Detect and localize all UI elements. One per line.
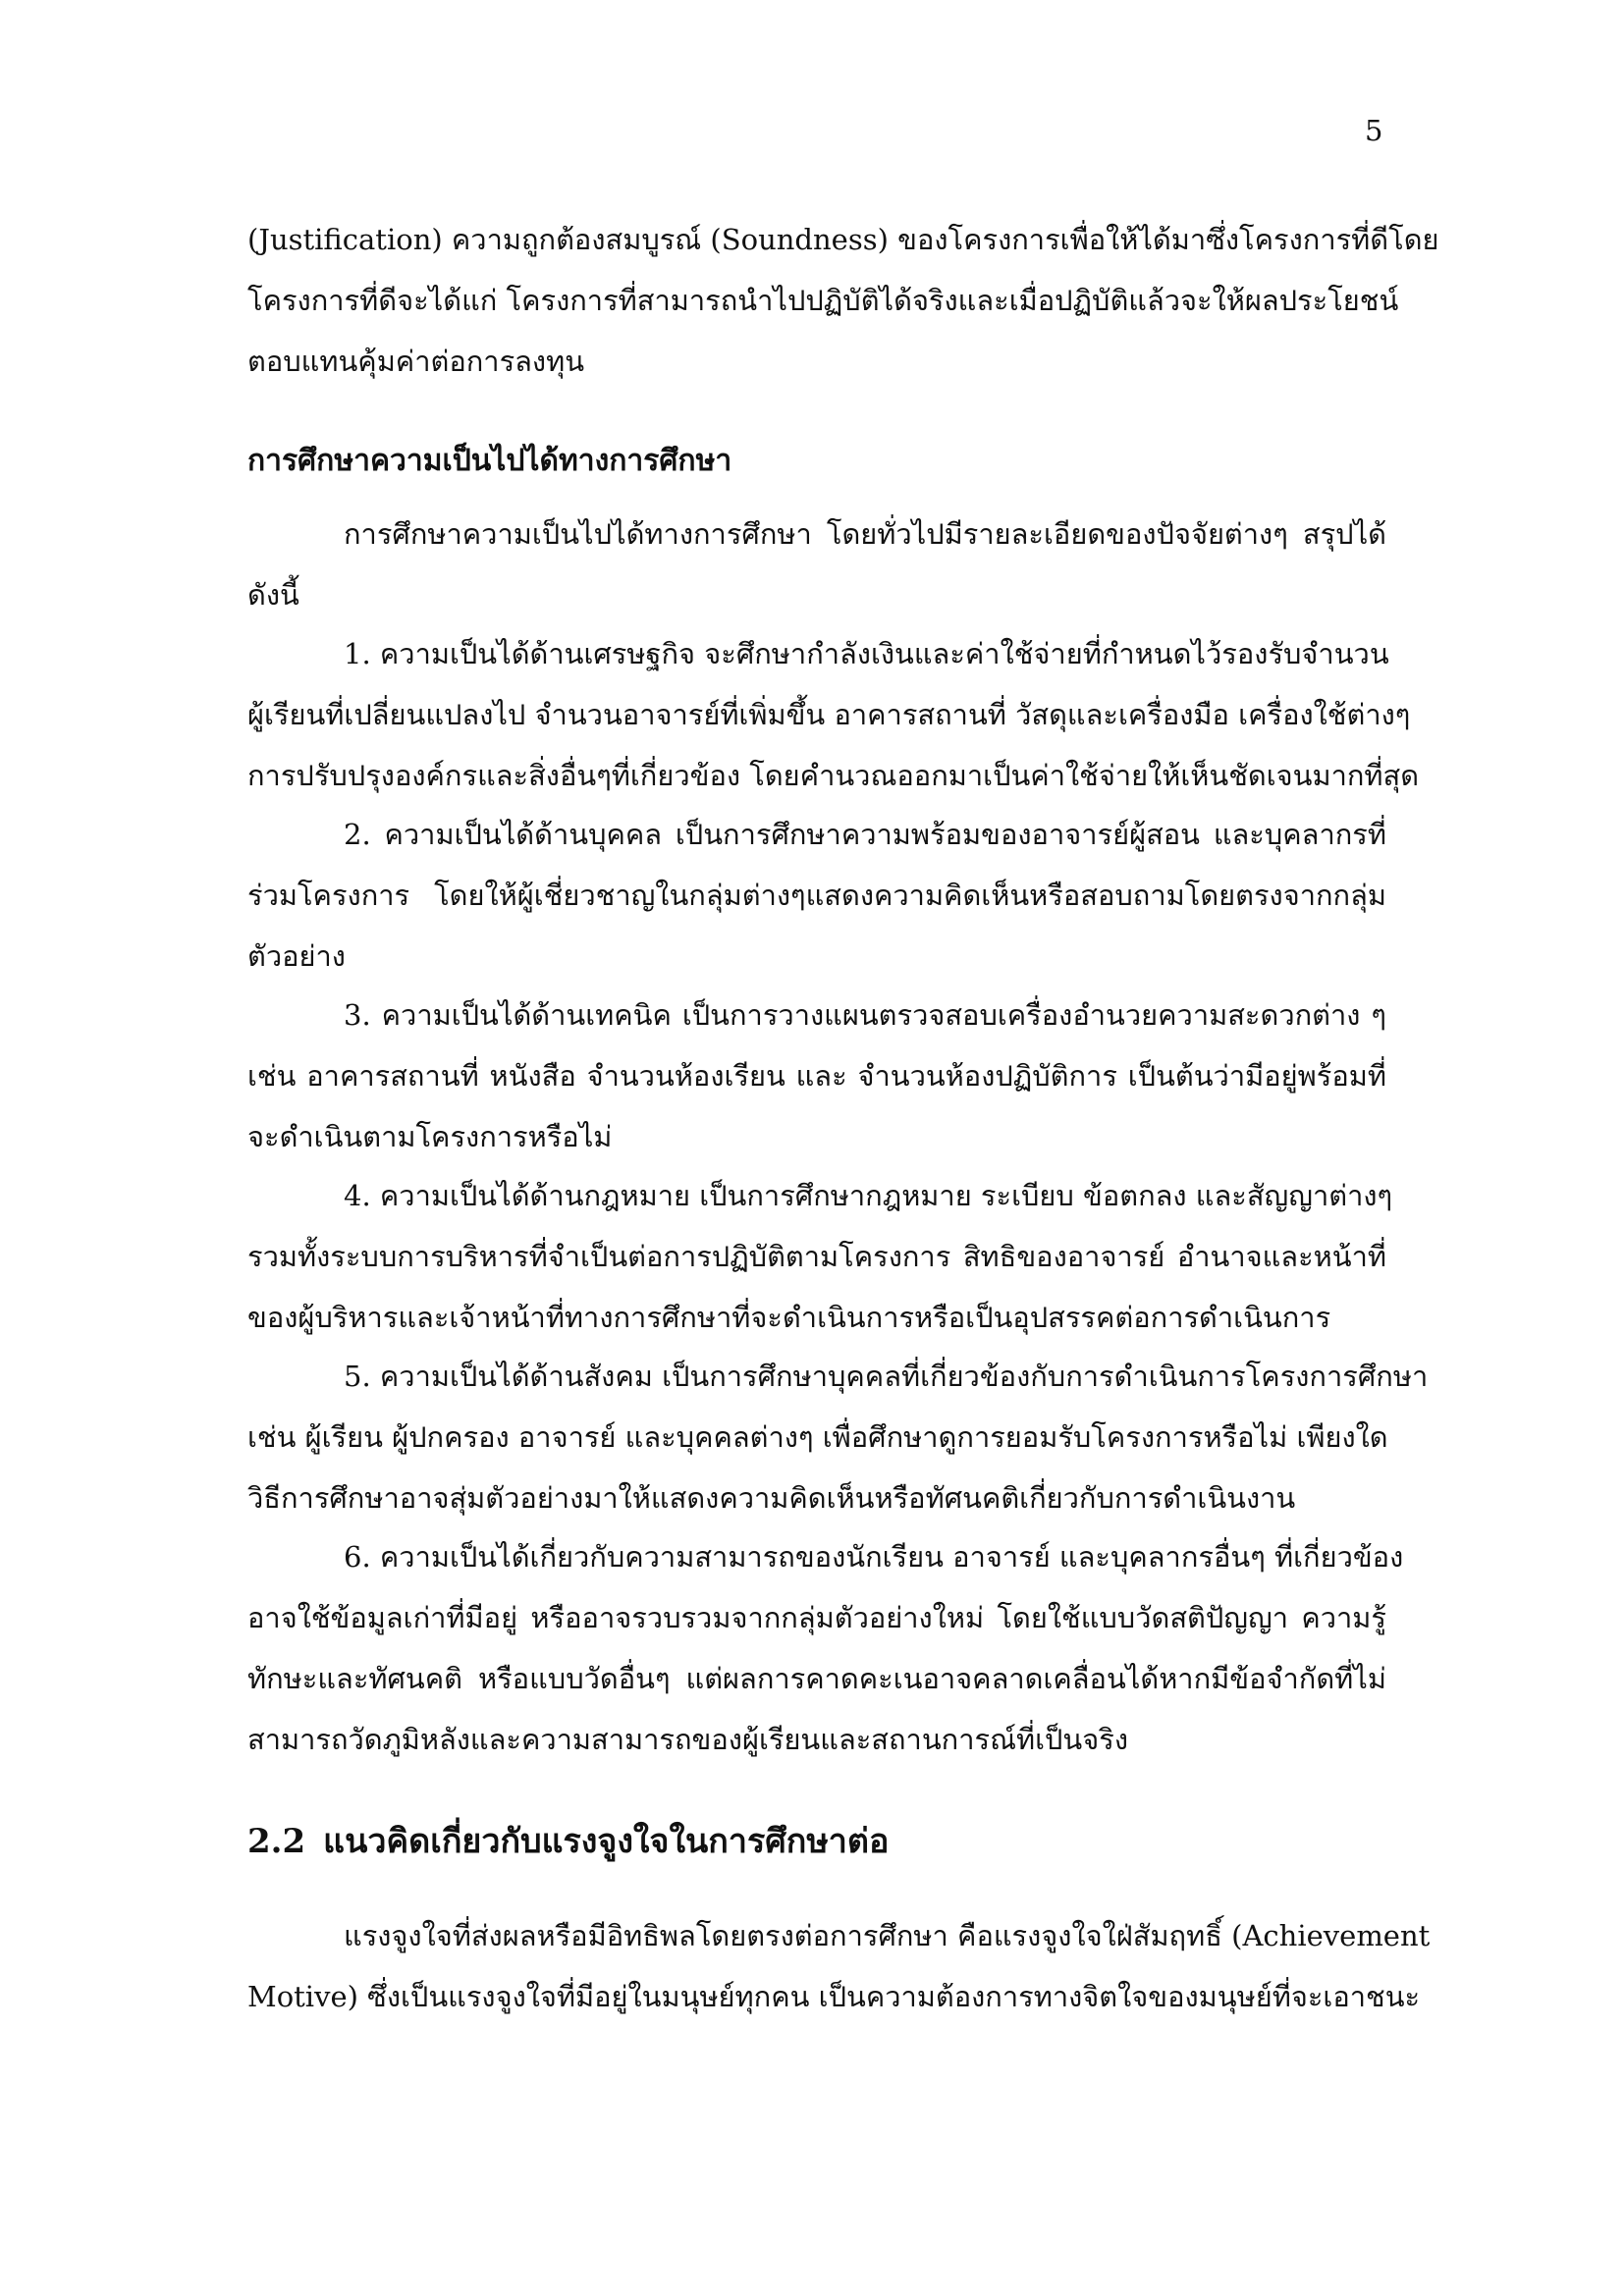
feasibility-heading: การศึกษาความเป็นไปได้ทางการศึกษา [247,444,732,478]
paragraph-line: ทักษะและทัศนคติ หรือแบบวัดอื่นๆ แต่ผลการคาดคะเนอาจคลาดเคลื่อนได้หากมีข้อจำกัดที่ไม่ [247,1662,1386,1695]
paragraph-line: Motive) ซึ่งเป็นแรงจูงใจที่มีอยู่ในมนุษย์ทุกคน เป็นความต้องการทางจิตใจของมนุษย์ที่จะเอาชนะ [247,1980,1421,2013]
paragraph-line: รวมทั้งระบบการบริหารที่จำเป็นต่อการปฏิบัติตามโครงการ สิทธิของอาจารย์ อำนาจและหน้าที่ [247,1240,1386,1273]
section-number: 2.2 [247,1822,306,1861]
paragraph-line: ร่วมโครงการ โดยให้ผู้เชี่ยวชาญในกลุ่มต่างๆแสดงความคิดเห็นหรือสอบถามโดยตรงจากกลุ่ม [247,879,1386,912]
paragraph-line: อาจใช้ข้อมูลเก่าที่มีอยู่ หรืออาจรวบรวมจากกลุ่มตัวอย่างใหม่ โดยใช้แบบวัดสติปัญญา ความรู้ [247,1601,1386,1634]
paragraph-line: 5. ความเป็นได้ด้านสังคม เป็นการศึกษาบุคคลที่เกี่ยวข้องกับการดำเนินการโครงการศึกษา [344,1360,1429,1393]
paragraph-line: 6. ความเป็นได้เกี่ยวกับความสามารถของนักเรียน อาจารย์ และบุคลากรอื่นๆ ที่เกี่ยวข้อง [344,1540,1404,1574]
paragraph-line: เช่น อาคารสถานที่ หนังสือ จำนวนห้องเรียน และ จำนวนห้องปฏิบัติการ เป็นต้นว่ามีอยู่พร้อมที่ [247,1059,1386,1093]
paragraph-line: จะดำเนินตามโครงการหรือไม่ [247,1120,613,1153]
paragraph-line: สามารถวัดภูมิหลังและความสามารถของผู้เรียนและสถานการณ์ที่เป็นจริง [247,1723,1128,1756]
intro-line: (Justification) ความถูกต้องสมบูรณ์ (Soundness) ของโครงการเพื่อให้ได้มาซึ่งโครงการที่ดีโดย [247,223,1439,256]
paragraph-line: ผู้เรียนที่เปลี่ยนแปลงไป จำนวนอาจารย์ที่เพิ่มขึ้น อาคารสถานที่ วัสดุและเครื่องมือ เครื่องใช้ต่างๆ [247,698,1411,731]
paragraph-line: 1. ความเป็นได้ด้านเศรษฐกิจ จะศึกษากำลังเงินและค่าใช้จ่ายที่กำหนดไว้รองรับจำนวน [344,637,1389,670]
intro-line: โครงการที่ดีจะได้แก่ โครงการที่สามารถนำไปปฏิบัติได้จริงและเมื่อปฏิบัติแล้วจะให้ผลประโยชน์ [247,284,1399,317]
paragraph-line: 3. ความเป็นได้ด้านเทคนิค เป็นการวางแผนตรวจสอบเครื่องอำนวยความสะดวกต่าง ๆ [344,998,1386,1032]
paragraph-line: การศึกษาความเป็นไปได้ทางการศึกษา โดยทั่วไปมีรายละเอียดของปัจจัยต่างๆ สรุปได้ [344,517,1386,551]
paragraph-line: วิธีการศึกษาอาจสุ่มตัวอย่างมาให้แสดงความคิดเห็นหรือทัศนคติเกี่ยวกับการดำเนินงาน [247,1481,1296,1515]
section-title: แนวคิดเกี่ยวกับแรงจูงใจในการศึกษาต่อ [323,1822,890,1861]
paragraph-line: เช่น ผู้เรียน ผู้ปกครอง อาจารย์ และบุคคลต่างๆ เพื่อศึกษาดูการยอมรับโครงการหรือไม่ เพียงใด [247,1420,1388,1454]
paragraph-line: ตัวอย่าง [247,939,346,973]
paragraph-line: 4. ความเป็นได้ด้านกฎหมาย เป็นการศึกษากฎหมาย ระเบียบ ข้อตกลง และสัญญาต่างๆ [344,1179,1393,1212]
page-number: 5 [1365,114,1383,147]
paragraph-line: แรงจูงใจที่ส่งผลหรือมีอิทธิพลโดยตรงต่อการศึกษา คือแรงจูงใจใฝ่สัมฤทธิ์ (Achievement [344,1919,1431,1952]
paragraph-line: 2. ความเป็นได้ด้านบุคคล เป็นการศึกษาความพร้อมของอาจารย์ผู้สอน และบุคลากรที่ [344,818,1386,851]
paragraph-line: ของผู้บริหารและเจ้าหน้าที่ทางการศึกษาที่จะดำเนินการหรือเป็นอุปสรรคต่อการดำเนินการ [247,1301,1331,1334]
paragraph-line: ดังนี้ [247,578,299,612]
intro-line: ตอบแทนคุ้มค่าต่อการลงทุน [247,345,585,378]
section-heading [247,1820,889,1863]
paragraph-line: การปรับปรุงองค์กรและสิ่งอื่นๆที่เกี่ยวข้อง โดยคำนวณออกมาเป็นค่าใช้จ่ายให้เห็นชัดเจนมากที่สุด [247,759,1420,792]
